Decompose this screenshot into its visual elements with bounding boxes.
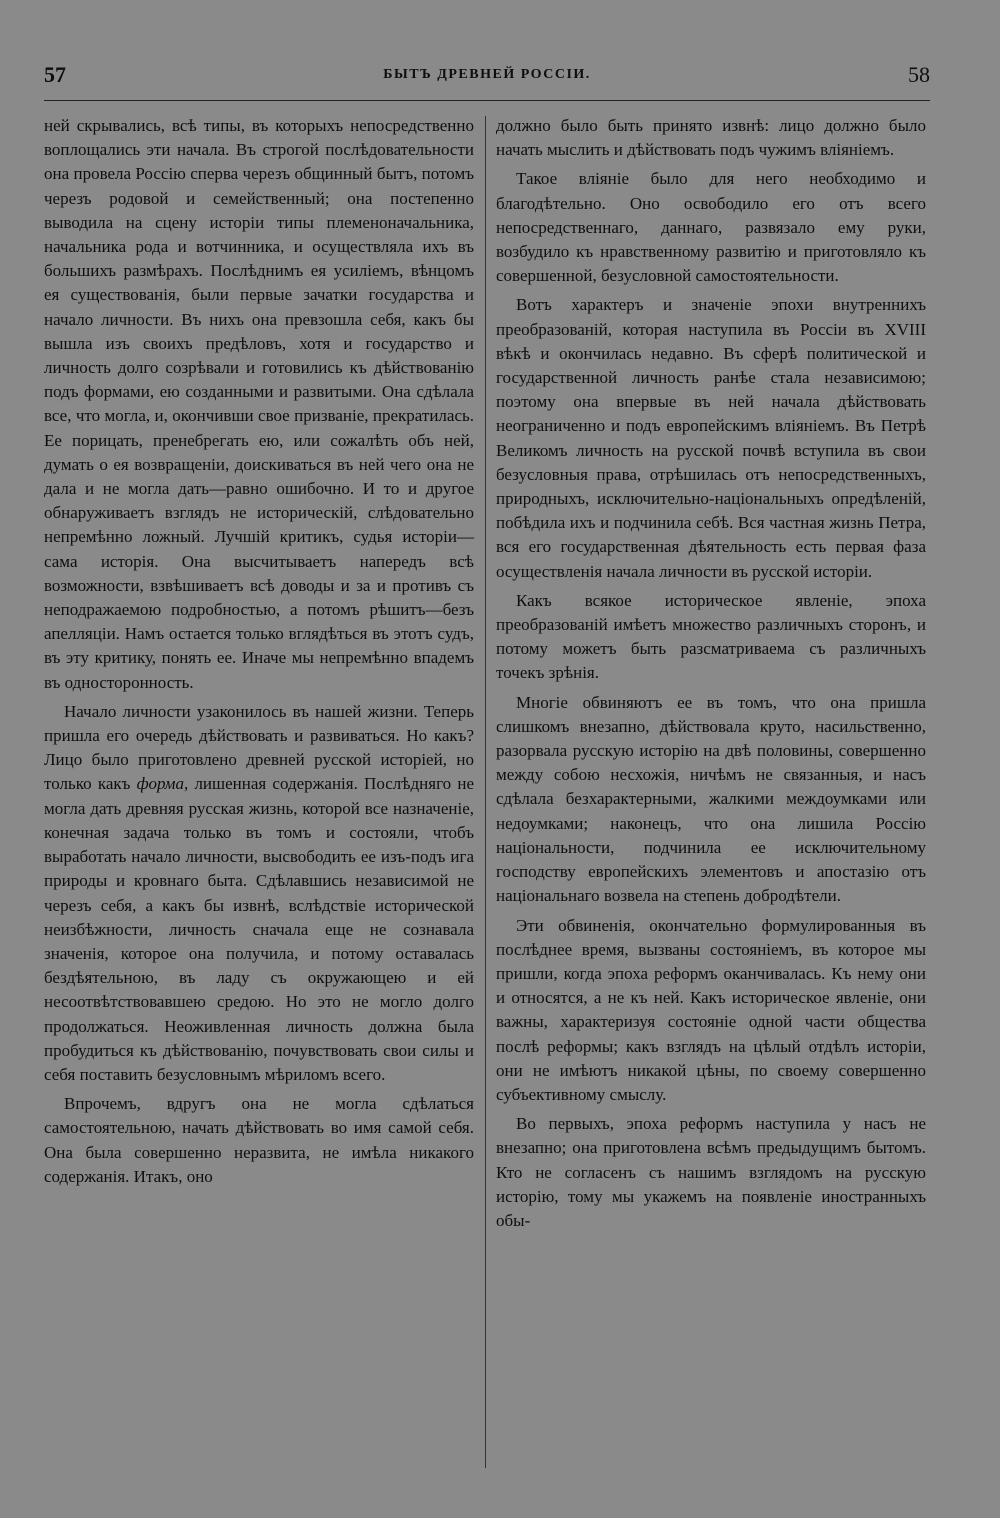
left-column xyxy=(44,114,474,1189)
paragraph: Вотъ характеръ и значеніе эпохи внутреннихъ преобразованій, которая наступила въ Россіи въ XVIII вѣкѣ и окончилась недавно. Въ сферѣ политической и государственной личность ранѣе стала независимою; поэтому она впервые въ ней начала дѣйствовать неограниченно и подъ европейскимъ вліяніемъ. Въ Петрѣ Великомъ личность на русской почвѣ вступила въ свои безусловныя права, отрѣшилась отъ непосредственныхъ, природныхъ, исключительно-національныхъ опредѣленій, побѣдила ихъ и подчинила себѣ. Вся частная жизнь Петра, вся его государственная дѣятельность есть первая фаза осуществленія начала личности въ русской исторіи. xyxy=(496,295,926,581)
paragraph: Какъ всякое историческое явленіе, эпоха преобразованій имѣетъ множество различныхъ сторонъ, и потому можетъ быть разсматриваема съ различныхъ точекъ зрѣнія. xyxy=(496,590,926,683)
paragraph: Такое вліяніе было для него необходимо и благодѣтельно. Оно освободило его отъ всего непосредственнаго, даннаго, развязало ему руки, возбудило къ нравственному развитію и приготовляло къ совершенной, безусловной самостоятельности. xyxy=(496,169,926,286)
emphasized-word: форма xyxy=(136,774,184,794)
page-header xyxy=(44,62,930,92)
paragraph: Впрочемъ, вдругъ она не могла сдѣлаться самостоятельною, начать дѣйствовать во имя самой себя. Она была совершенно неразвита, не имѣла никакого содержанія. Итакъ, оно xyxy=(44,1094,474,1186)
paragraph: Эти обвиненія, окончательно формулированныя въ послѣднее время, вызваны состояніемъ, въ которое мы пришли, когда эпоха реформъ оканчивалась. Къ нему они и относятся, а не къ ней. Какъ историческое явленіе, они важны, характеризуя состояніе одной части общества послѣ реформы; какъ взглядъ на цѣлый отдѣлъ исторіи, они не имѣютъ никакой цѣны, по своему совершенно субъективному смыслу. xyxy=(496,915,926,1104)
paragraph: Многіе обвиняютъ ее въ томъ, что она пришла слишкомъ внезапно, дѣйствовала круто, насильственно, разорвала русскую исторію на двѣ половины, совершенно между собою несхожія, ничѣмъ не связанныя, и насъ сдѣлала безхарактерными, жалкими междоумками или недоумками; наконецъ, что она лишила Россію національности, подчинила ее исключительному господству европейскихъ элементовъ и апостазію отъ національнаго возвела на степень добродѣтели. xyxy=(496,692,926,906)
paragraph: Во первыхъ, эпоха реформъ наступила у насъ не внезапно; она приготовлена всѣмъ предыдущимъ бытомъ. Кто не согласенъ съ нашимъ взглядомъ на русскую исторію, тому мы укажемъ на появленіе иностранныхъ обы- xyxy=(496,1114,926,1230)
header-rule xyxy=(44,100,930,101)
paragraph: ней скрывались, всѣ типы, въ которыхъ непосредственно воплощались эти начала. Въ строгой послѣдовательности она провела Россію сперва черезъ общинный бытъ, потомъ черезъ родовой и семейственный; она постепенно выводила на сцену исторіи типы племеноначальника, начальника рода и вотчинника, и осуществляла ихъ въ большихъ размѣрахъ. Послѣднимъ ея усиліемъ, вѣнцомъ ея существованія, были первые зачатки государства и начало личности. Въ нихъ она превзошла себя, какъ бы вышла изъ своихъ предѣловъ, хотя и государство и личность долго созрѣвали и готовились къ дѣйствованію подъ формами, ею созданными и развитыми. Она сдѣлала все, что могла, и, окончивши свое призваніе, прекратилась. Ее порицать, пренебрегать ею, или сожалѣть объ ней, думать о ея возвращеніи, доискиваться въ ней чего она не дала и не могла дать—равно ошибочно. И то и другое обнаруживаетъ взглядъ не историческій, слѣдовательно непремѣнно ложный. Лучшій критикъ, судья исторіи—сама исторія. Она высчитываетъ напередъ всѣ возможности, взвѣшиваетъ всѣ доводы и за и противъ съ неподражаемою подробностью, а потомъ рѣшитъ—безъ апелляціи. Намъ остается только вглядѣться въ этотъ судъ, въ эту критику, понять ее. Иначе мы непремѣнно впадемъ въ односторонность. xyxy=(44,116,474,692)
paragraph: должно было быть принято извнѣ: лицо должно было начать мыслить и дѣйствовать подъ чужимъ вліяніемъ. xyxy=(496,116,926,160)
paragraph-text: Начало личности узаконилось въ нашей жизни. Теперь пришла его очередь дѣйствовать и развиваться. Но какъ? Лицо было приготовлено древней русской исторіей, но только какъ xyxy=(44,701,474,794)
column-divider xyxy=(485,116,486,1468)
right-column xyxy=(496,114,926,1233)
paragraph xyxy=(44,700,474,1087)
left-page-number: 57 xyxy=(44,62,66,87)
right-page-number: 58 xyxy=(908,62,930,87)
running-title: БЫТЪ ДРЕВНЕЙ РОССІИ. xyxy=(383,67,591,82)
paragraph-text: , лишенная содержанія. Послѣдняго не могла дать древняя русская жизнь, которой все назначеніе, конечная задача только въ томъ и состояли, чтобъ выработать начало личности, высвободить ее изъ-подъ ига природы и кровнаго быта. Сдѣлавшись независимой не черезъ себя, а какъ бы извнѣ, вслѣдствіе исторической неизбѣжности, личность сначала еще не сознавала значенія, которое она получила, и потому оставалась бездѣятельною, въ ладу съ окружающею и ей несоотвѣтствовавшею средою. Но это не могло долго продолжаться. Неоживленная личность должна была пробудиться къ дѣйствованію, почувствовать свои силы и себя поставить безусловнымъ мѣриломъ всего. xyxy=(44,774,474,1084)
